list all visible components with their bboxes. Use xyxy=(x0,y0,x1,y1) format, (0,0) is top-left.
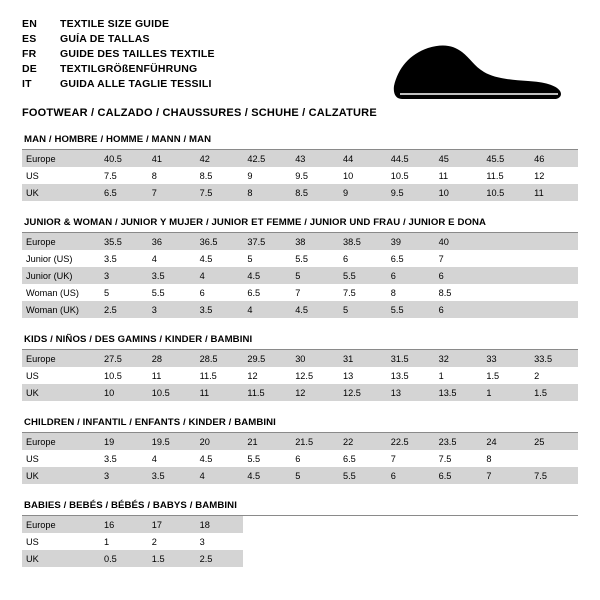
size-cell: 1.5 xyxy=(482,367,530,384)
size-group-title: KIDS / NIÑOS / DES GAMINS / KINDER / BAMBINI xyxy=(22,334,578,350)
size-cell: 17 xyxy=(148,516,196,533)
size-cell: 1 xyxy=(482,384,530,401)
size-cell: 3.5 xyxy=(148,467,196,484)
size-cell: 6 xyxy=(387,267,435,284)
size-cell: 28 xyxy=(148,350,196,367)
size-group-title: MAN / HOMBRE / HOMME / MANN / MAN xyxy=(22,134,578,150)
table-row xyxy=(22,250,578,267)
size-cell: 30 xyxy=(291,350,339,367)
size-cell: 8.5 xyxy=(291,184,339,201)
size-cell-empty xyxy=(530,233,578,250)
size-cell: 37.5 xyxy=(243,233,291,250)
size-cell-empty xyxy=(339,533,387,550)
size-cell-empty xyxy=(530,533,578,550)
language-title: GUIDA ALLE TAGLIE TESSILI xyxy=(60,78,212,90)
size-cell: 2 xyxy=(148,533,196,550)
size-cell-empty xyxy=(291,550,339,567)
row-label: Junior (US) xyxy=(22,250,100,267)
size-cell: 2.5 xyxy=(196,550,244,567)
table-row xyxy=(22,550,578,567)
size-cell: 3.5 xyxy=(196,301,244,318)
size-cell: 36 xyxy=(148,233,196,250)
footwear-section-title: FOOTWEAR / CALZADO / CHAUSSURES / SCHUHE / CALZATURE xyxy=(22,107,377,119)
size-cell: 6 xyxy=(435,301,483,318)
size-cell: 11.5 xyxy=(196,367,244,384)
size-table-body xyxy=(22,150,578,201)
size-cell: 8 xyxy=(243,184,291,201)
language-row xyxy=(22,63,215,78)
size-cell: 44.5 xyxy=(387,150,435,167)
row-label: US xyxy=(22,450,100,467)
size-group xyxy=(22,217,578,318)
size-cell: 39 xyxy=(387,233,435,250)
size-cell: 43 xyxy=(291,150,339,167)
size-cell-empty xyxy=(530,516,578,533)
size-cell: 6 xyxy=(291,450,339,467)
size-cell: 6.5 xyxy=(243,284,291,301)
size-cell: 22.5 xyxy=(387,433,435,450)
size-cell: 5.5 xyxy=(339,267,387,284)
size-cell: 7.5 xyxy=(196,184,244,201)
size-cell: 9.5 xyxy=(387,184,435,201)
row-label: US xyxy=(22,167,100,184)
size-cell: 45.5 xyxy=(482,150,530,167)
size-group-title: CHILDREN / INFANTIL / ENFANTS / KINDER / BAMBINI xyxy=(22,417,578,433)
size-cell: 7.5 xyxy=(435,450,483,467)
size-group xyxy=(22,134,578,201)
size-cell: 1 xyxy=(435,367,483,384)
size-cell: 16 xyxy=(100,516,148,533)
size-cell-empty xyxy=(482,533,530,550)
size-cell: 4 xyxy=(243,301,291,318)
size-cell: 3.5 xyxy=(100,250,148,267)
size-cell: 41 xyxy=(148,150,196,167)
size-cell: 3.5 xyxy=(100,450,148,467)
size-table xyxy=(22,150,578,201)
size-cell-empty xyxy=(482,301,530,318)
size-cell: 6.5 xyxy=(100,184,148,201)
row-label: Woman (UK) xyxy=(22,301,100,318)
size-group xyxy=(22,500,578,567)
row-label: US xyxy=(22,533,100,550)
language-title: GUÍA DE TALLAS xyxy=(60,33,150,45)
table-row xyxy=(22,167,578,184)
size-cell: 18 xyxy=(196,516,244,533)
size-cell: 6.5 xyxy=(339,450,387,467)
size-cell: 38 xyxy=(291,233,339,250)
size-cell-empty xyxy=(530,301,578,318)
table-row xyxy=(22,516,578,533)
language-row xyxy=(22,48,215,63)
language-row xyxy=(22,78,215,93)
row-label: Europe xyxy=(22,433,100,450)
size-cell: 5 xyxy=(339,301,387,318)
size-table-body xyxy=(22,233,578,318)
table-row xyxy=(22,150,578,167)
size-cell: 38.5 xyxy=(339,233,387,250)
size-cell xyxy=(530,450,578,467)
size-cell: 7 xyxy=(482,467,530,484)
size-table xyxy=(22,350,578,401)
size-cell: 9 xyxy=(339,184,387,201)
size-cell-empty xyxy=(482,284,530,301)
size-cell: 5.5 xyxy=(148,284,196,301)
table-row xyxy=(22,433,578,450)
size-cell-empty xyxy=(243,516,291,533)
size-cell: 1 xyxy=(100,533,148,550)
size-cell: 6.5 xyxy=(387,250,435,267)
size-cell: 12 xyxy=(530,167,578,184)
size-cell: 7.5 xyxy=(339,284,387,301)
size-cell: 8.5 xyxy=(435,284,483,301)
size-cell: 22 xyxy=(339,433,387,450)
size-cell: 11.5 xyxy=(243,384,291,401)
size-cell: 5 xyxy=(243,250,291,267)
size-cell: 13.5 xyxy=(435,384,483,401)
size-cell: 40.5 xyxy=(100,150,148,167)
size-cell: 7.5 xyxy=(530,467,578,484)
row-label: Woman (US) xyxy=(22,284,100,301)
size-cell: 3 xyxy=(100,267,148,284)
size-cell: 11.5 xyxy=(482,167,530,184)
size-cell: 4 xyxy=(148,250,196,267)
size-cell-empty xyxy=(530,267,578,284)
size-cell: 1.5 xyxy=(148,550,196,567)
size-group xyxy=(22,417,578,484)
size-cell: 27.5 xyxy=(100,350,148,367)
size-cell: 6 xyxy=(339,250,387,267)
size-cell: 4 xyxy=(148,450,196,467)
size-cell: 10 xyxy=(100,384,148,401)
language-code: DE xyxy=(22,63,37,75)
size-cell-empty xyxy=(530,250,578,267)
table-row xyxy=(22,533,578,550)
size-cell: 20 xyxy=(196,433,244,450)
size-cell: 1.5 xyxy=(530,384,578,401)
size-tables-container xyxy=(22,134,578,567)
size-cell-empty xyxy=(530,284,578,301)
size-cell: 29.5 xyxy=(243,350,291,367)
row-label: US xyxy=(22,367,100,384)
size-cell: 6 xyxy=(387,467,435,484)
table-row xyxy=(22,450,578,467)
size-cell: 21.5 xyxy=(291,433,339,450)
size-cell: 12.5 xyxy=(291,367,339,384)
size-cell-empty xyxy=(243,533,291,550)
size-cell: 4.5 xyxy=(243,467,291,484)
language-row xyxy=(22,18,215,33)
size-group-title: JUNIOR & WOMAN / JUNIOR Y MUJER / JUNIOR ET FEMME / JUNIOR UND FRAU / JUNIOR E DONA xyxy=(22,217,578,233)
table-row xyxy=(22,350,578,367)
size-table xyxy=(22,233,578,318)
language-title-table xyxy=(22,18,215,93)
size-cell: 42 xyxy=(196,150,244,167)
size-cell: 25 xyxy=(530,433,578,450)
size-cell: 31 xyxy=(339,350,387,367)
size-cell: 9 xyxy=(243,167,291,184)
table-row xyxy=(22,367,578,384)
size-table xyxy=(22,516,578,567)
size-cell: 9.5 xyxy=(291,167,339,184)
size-cell: 44 xyxy=(339,150,387,167)
size-cell: 45 xyxy=(435,150,483,167)
size-cell: 10.5 xyxy=(387,167,435,184)
size-cell: 24 xyxy=(482,433,530,450)
size-table-body xyxy=(22,433,578,484)
size-cell: 4.5 xyxy=(196,450,244,467)
size-cell: 19 xyxy=(100,433,148,450)
size-cell: 5 xyxy=(291,267,339,284)
language-code: EN xyxy=(22,18,37,30)
size-cell: 28.5 xyxy=(196,350,244,367)
row-label: UK xyxy=(22,184,100,201)
size-cell-empty xyxy=(482,250,530,267)
size-cell: 31.5 xyxy=(387,350,435,367)
size-cell: 13 xyxy=(339,367,387,384)
size-cell-empty xyxy=(339,550,387,567)
size-cell: 3.5 xyxy=(148,267,196,284)
size-cell: 4 xyxy=(196,467,244,484)
size-cell-empty xyxy=(482,233,530,250)
size-cell: 7 xyxy=(387,450,435,467)
table-row xyxy=(22,301,578,318)
language-title: GUIDE DES TAILLES TEXTILE xyxy=(60,48,215,60)
size-cell: 6 xyxy=(196,284,244,301)
row-label: UK xyxy=(22,550,100,567)
row-label: Europe xyxy=(22,233,100,250)
size-cell-empty xyxy=(435,533,483,550)
size-cell: 6 xyxy=(435,267,483,284)
size-cell: 7 xyxy=(291,284,339,301)
row-label: UK xyxy=(22,467,100,484)
size-group xyxy=(22,334,578,401)
size-cell: 11 xyxy=(196,384,244,401)
table-row xyxy=(22,184,578,201)
language-title: TEXTILGRÖßENFÜHRUNG xyxy=(60,63,198,75)
size-cell-empty xyxy=(387,533,435,550)
size-cell: 3 xyxy=(100,467,148,484)
size-cell: 19.5 xyxy=(148,433,196,450)
row-label: Europe xyxy=(22,350,100,367)
table-row xyxy=(22,233,578,250)
table-row xyxy=(22,267,578,284)
size-cell: 5.5 xyxy=(243,450,291,467)
size-table-body xyxy=(22,350,578,401)
size-cell: 10.5 xyxy=(100,367,148,384)
size-cell-empty xyxy=(387,516,435,533)
size-group-title: BABIES / BEBÉS / BÉBÉS / BABYS / BAMBINI xyxy=(22,500,578,516)
size-cell: 5.5 xyxy=(291,250,339,267)
size-cell-empty xyxy=(435,516,483,533)
language-code: FR xyxy=(22,48,37,60)
size-cell: 5.5 xyxy=(339,467,387,484)
size-table-body xyxy=(22,516,578,567)
page-header xyxy=(22,18,578,118)
size-cell: 21 xyxy=(243,433,291,450)
size-cell: 8 xyxy=(482,450,530,467)
size-cell-empty xyxy=(482,516,530,533)
size-cell: 42.5 xyxy=(243,150,291,167)
size-cell: 4 xyxy=(196,267,244,284)
language-row xyxy=(22,33,215,48)
size-cell: 12 xyxy=(243,367,291,384)
size-cell-empty xyxy=(435,550,483,567)
size-cell: 11 xyxy=(435,167,483,184)
size-cell: 6.5 xyxy=(435,467,483,484)
size-cell: 5.5 xyxy=(387,301,435,318)
size-cell: 4.5 xyxy=(291,301,339,318)
size-cell: 36.5 xyxy=(196,233,244,250)
size-cell-empty xyxy=(482,550,530,567)
row-label: Junior (UK) xyxy=(22,267,100,284)
size-cell: 4.5 xyxy=(196,250,244,267)
size-cell: 13 xyxy=(387,384,435,401)
row-label: Europe xyxy=(22,150,100,167)
size-cell: 8 xyxy=(148,167,196,184)
size-cell-empty xyxy=(530,550,578,567)
size-cell: 12.5 xyxy=(339,384,387,401)
size-cell: 7 xyxy=(435,250,483,267)
table-row xyxy=(22,284,578,301)
size-cell: 33.5 xyxy=(530,350,578,367)
size-cell-empty xyxy=(243,550,291,567)
size-cell: 33 xyxy=(482,350,530,367)
size-cell: 35.5 xyxy=(100,233,148,250)
size-cell: 10 xyxy=(435,184,483,201)
size-cell: 8.5 xyxy=(196,167,244,184)
language-code: IT xyxy=(22,78,32,90)
size-cell-empty xyxy=(339,516,387,533)
size-cell: 3 xyxy=(196,533,244,550)
size-table xyxy=(22,433,578,484)
size-cell: 7.5 xyxy=(100,167,148,184)
size-cell-empty xyxy=(387,550,435,567)
size-cell: 2.5 xyxy=(100,301,148,318)
language-code: ES xyxy=(22,33,37,45)
table-row xyxy=(22,384,578,401)
size-cell: 11 xyxy=(148,367,196,384)
size-cell: 5 xyxy=(100,284,148,301)
size-cell: 4.5 xyxy=(243,267,291,284)
size-cell: 7 xyxy=(148,184,196,201)
size-cell: 11 xyxy=(530,184,578,201)
size-cell: 10 xyxy=(339,167,387,184)
size-cell: 12 xyxy=(291,384,339,401)
size-cell: 2 xyxy=(530,367,578,384)
size-cell: 8 xyxy=(387,284,435,301)
language-title-body xyxy=(22,18,215,93)
language-title: TEXTILE SIZE GUIDE xyxy=(60,18,170,30)
size-cell: 40 xyxy=(435,233,483,250)
size-cell: 5 xyxy=(291,467,339,484)
size-cell: 13.5 xyxy=(387,367,435,384)
size-cell: 3 xyxy=(148,301,196,318)
size-cell-empty xyxy=(482,267,530,284)
row-label: Europe xyxy=(22,516,100,533)
size-cell: 46 xyxy=(530,150,578,167)
size-cell: 10.5 xyxy=(482,184,530,201)
size-cell: 23.5 xyxy=(435,433,483,450)
row-label: UK xyxy=(22,384,100,401)
dress-shoe-icon xyxy=(388,28,568,108)
size-cell: 10.5 xyxy=(148,384,196,401)
size-cell-empty xyxy=(291,533,339,550)
size-cell: 0.5 xyxy=(100,550,148,567)
table-row xyxy=(22,467,578,484)
size-cell-empty xyxy=(291,516,339,533)
size-cell: 32 xyxy=(435,350,483,367)
